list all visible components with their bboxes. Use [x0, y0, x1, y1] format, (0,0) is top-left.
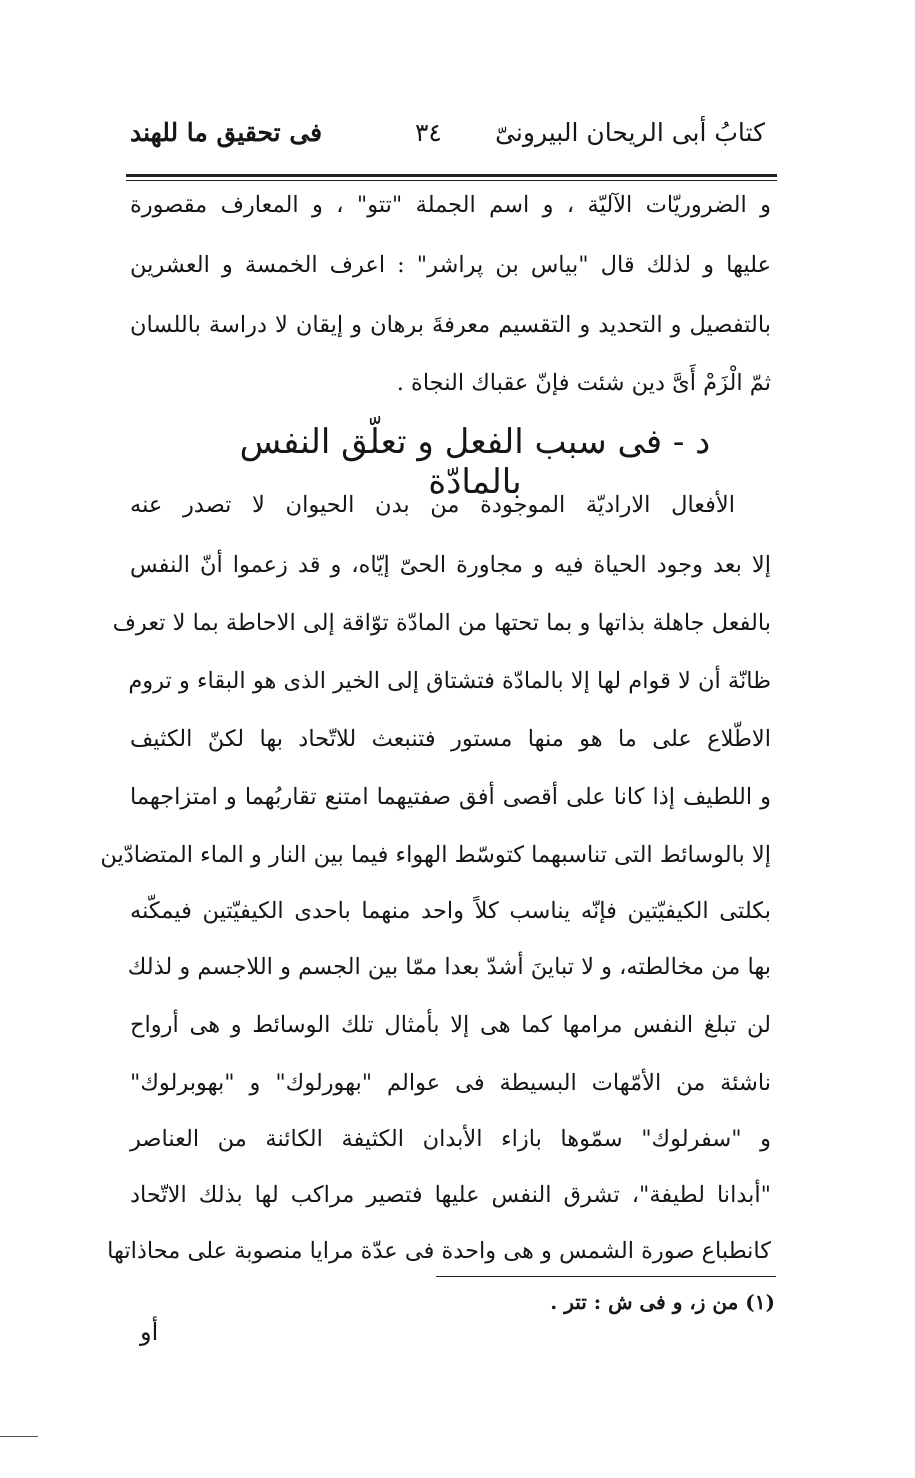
header-rule-thin: [126, 180, 777, 181]
header-book-title: كتابُ أبى الريحان البيرونىّ: [495, 118, 765, 147]
section-heading: د - فى سبب الفعل و تعلّق النفس بالمادّة: [239, 422, 711, 502]
header-rule-thick: [126, 174, 777, 177]
text-line: بالتفصيل و التحديد و التقسيم معرفةَ برهان و إيقان لا دراسة باللسان: [130, 312, 771, 338]
text-line: و "سفرلوك" سمّوها بازاء الأبدان الكثيفة الكائنة من العناصر: [130, 1126, 771, 1152]
text-line: و الضروريّات الآليّة ، و اسم الجملة "تتو" ، و المعارف مقصورة: [130, 192, 771, 218]
text-line: بها من مخالطته، و لا تباينَ أشدّ بعدا ممّا بين الجسم و اللاجسم و لذلك: [127, 954, 771, 980]
catchword: أو: [140, 1318, 159, 1346]
text-line: عليها و لذلك قال "بياس بن پراشر" : اعرف الخمسة و العشرين: [130, 252, 771, 278]
paragraph-first-line: الأفعال الاراديّة الموجودة من بدن الحيوان لا تصدر عنه: [130, 492, 735, 518]
text-line: ظانّة أن لا قوام لها إلا بالمادّة فتشتاق إلى الخير الذى هو البقاء و تروم: [128, 668, 771, 694]
footnote: (١) من ز، و فى ش : تتر .: [550, 1290, 775, 1314]
text-line: الاطّلاع على ما هو منها مستور فتنبعث للاتّحاد بها لكنّ الكثيف: [130, 726, 771, 752]
text-line: لن تبلغ النفس مرامها كما هى إلا بأمثال تلك الوسائط و هى أرواح: [130, 1012, 771, 1038]
header-work-title: فى تحقيق ما للهند: [130, 118, 323, 147]
text-line: بكلتى الكيفيّتين فإنّه يناسب كلاً واحد منهما باحدى الكيفيّتين فيمكّنه: [130, 898, 771, 924]
text-line: كانطباع صورة الشمس و هى واحدة فى عدّة مرايا منصوبة على محاذاتها: [107, 1238, 771, 1264]
page-edge-mark: [0, 1436, 38, 1437]
text-line: ثمّ الْزَمْ أَىَّ دين شئت فإنّ عقباك النجاة .: [396, 370, 771, 396]
page-number: ٣٤: [415, 118, 442, 147]
text-line: و اللطيف إذا كانا على أقصى أفق صفتيهما امتنع تقاربُهما و امتزاجهما: [130, 784, 771, 810]
text-line: إلا بعد وجود الحياة فيه و مجاورة الحىّ إيّاه، و قد زعموا أنّ النفس: [130, 552, 771, 578]
footnote-rule: [436, 1276, 776, 1277]
running-header: [130, 110, 765, 160]
text-line: بالفعل جاهلة بذاتها و بما تحتها من المادّة توّاقة إلى الاحاطة بما لا تعرف: [112, 610, 771, 636]
text-line: ناشئة من الأمّهات البسيطة فى عوالم "بهورلوك" و "بهوبرلوك": [130, 1070, 771, 1096]
text-line: إلا بالوسائط التى تناسبهما كتوسّط الهواء فيما بين النار و الماء المتضادّين: [100, 842, 771, 868]
text-line: "أبدانا لطيفة"، تشرق النفس عليها فتصير مراكب لها بذلك الاتّحاد: [130, 1182, 771, 1208]
